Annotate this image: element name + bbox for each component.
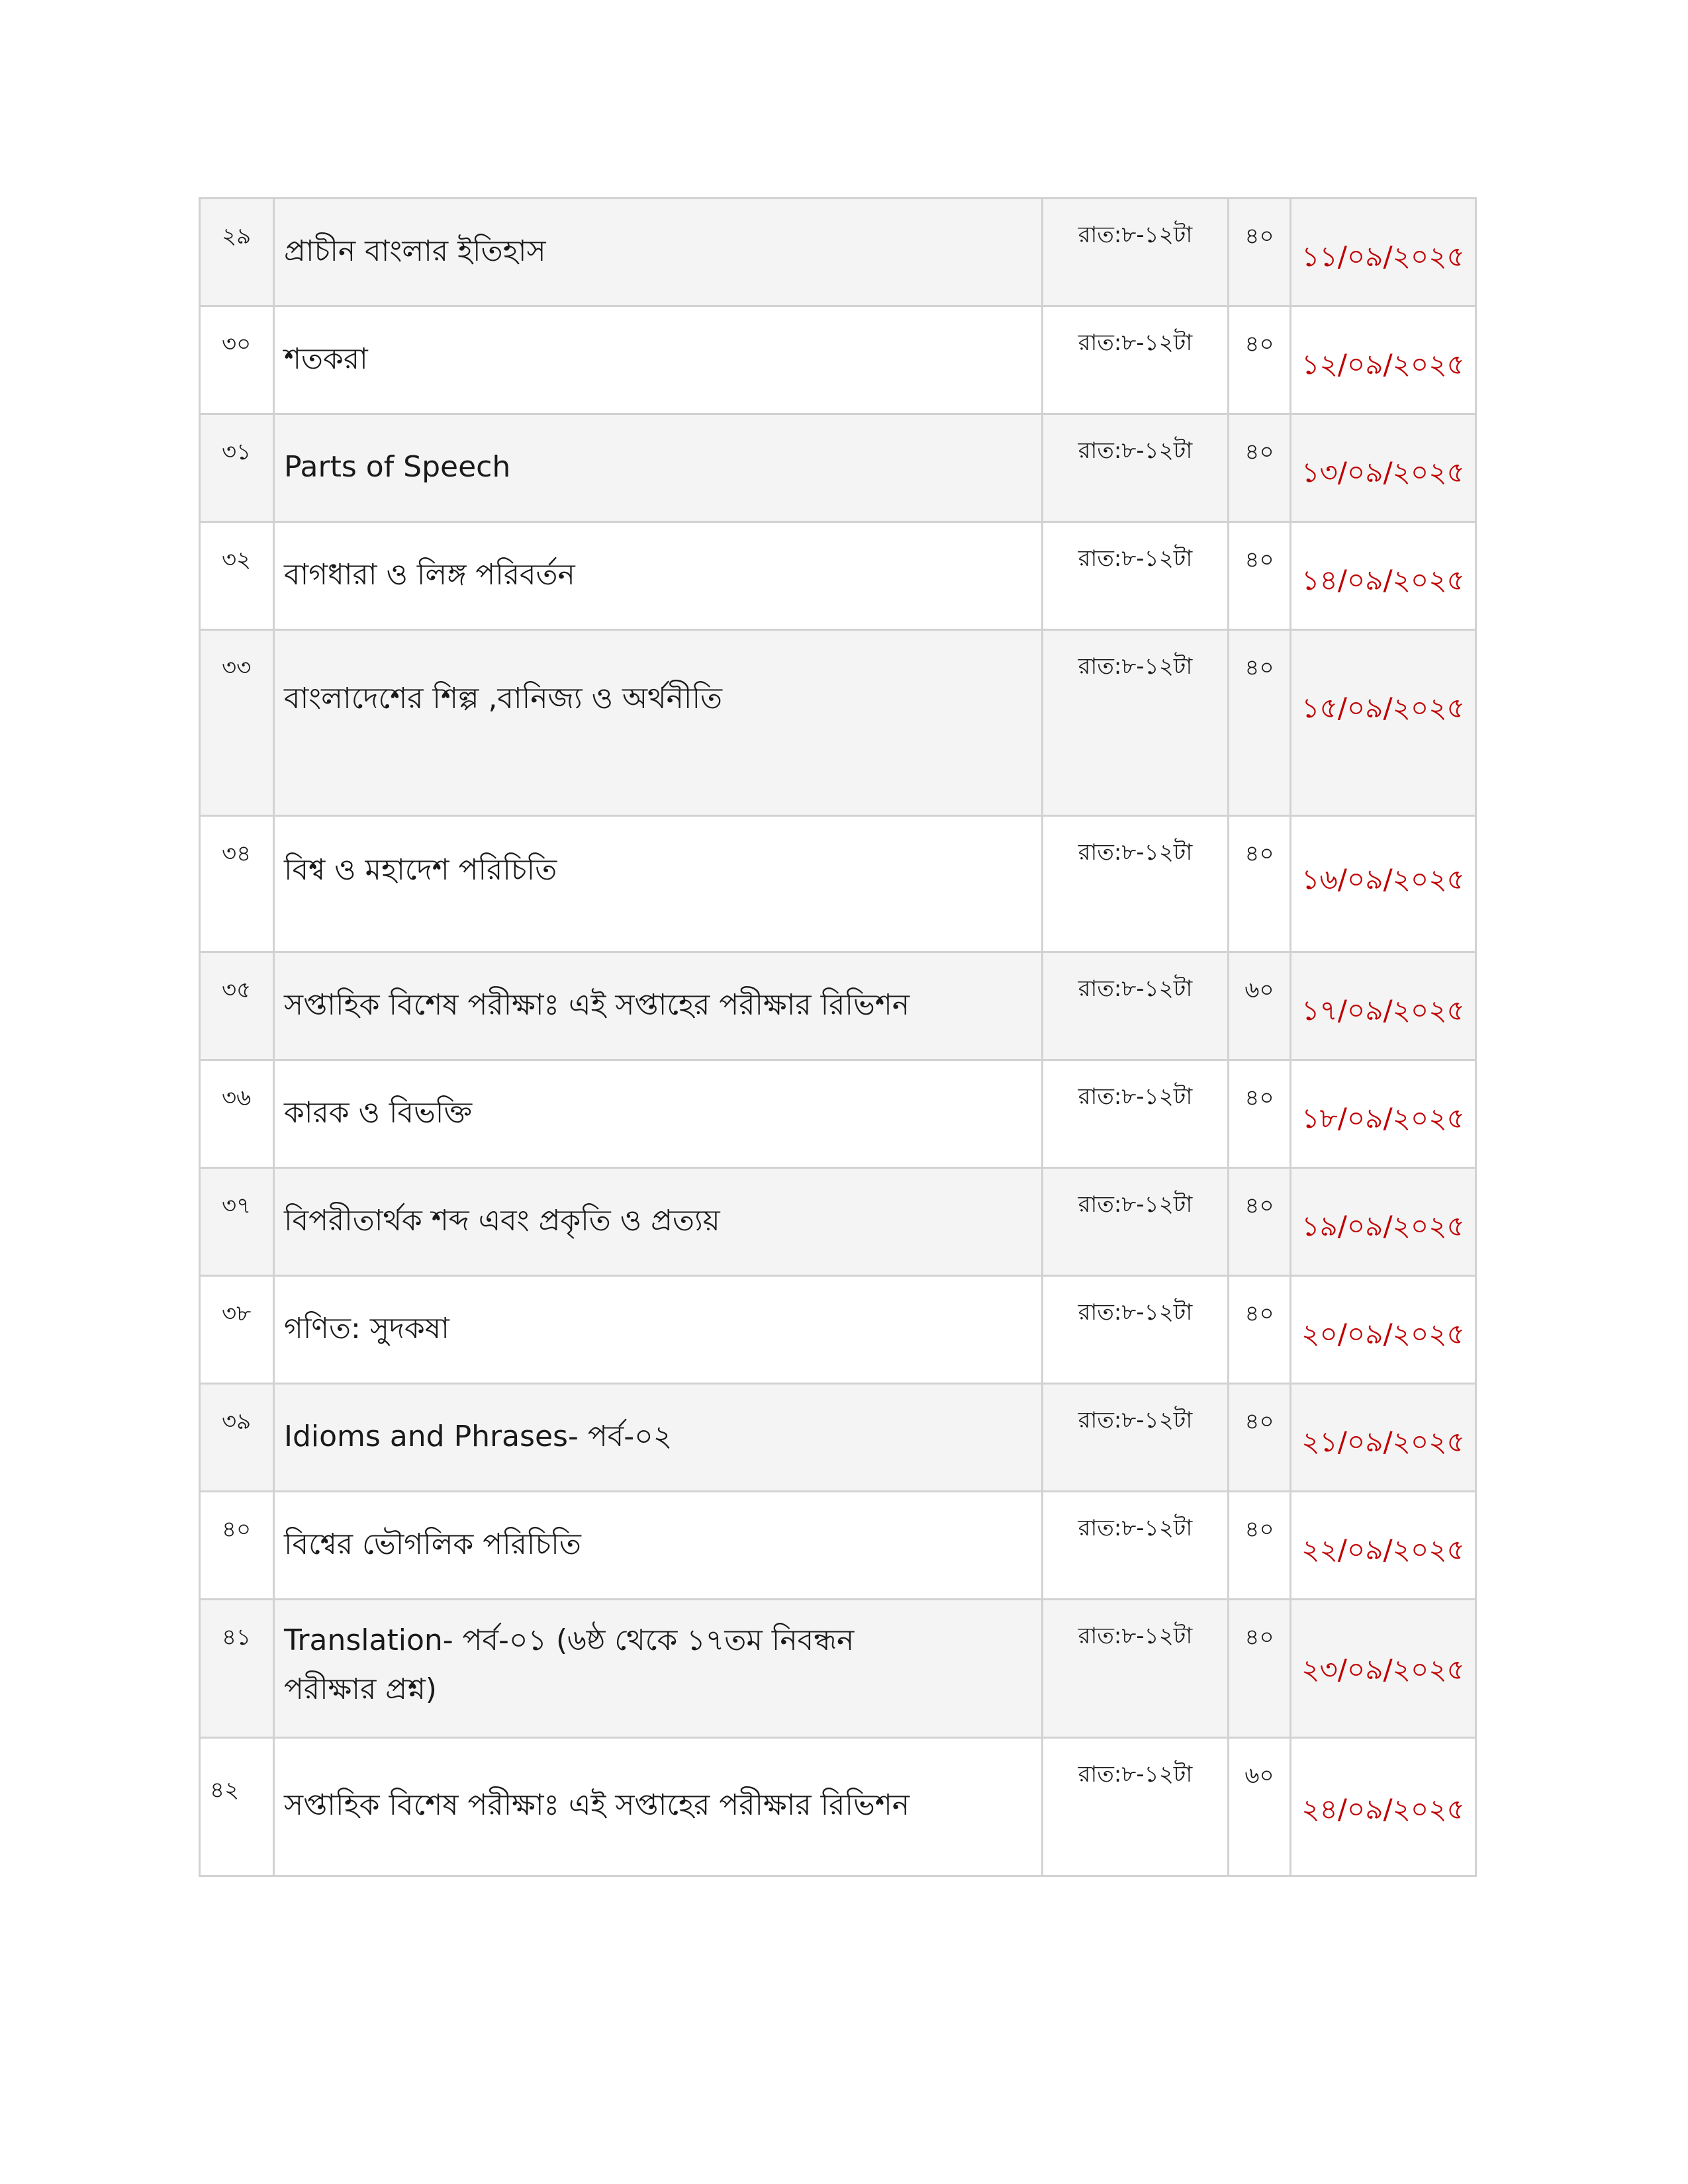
- table-row: [200, 1060, 1476, 1168]
- exam-marks: ৪০: [1244, 439, 1274, 465]
- serial-number: ২৯: [222, 223, 252, 250]
- exam-time: রাত:৮-১২টা: [1078, 1191, 1193, 1218]
- exam-time: রাত:৮-১২টা: [1078, 1407, 1193, 1433]
- exam-marks: ৪০: [1244, 655, 1274, 681]
- exam-time: রাত:৮-১২টা: [1078, 976, 1193, 1002]
- table-row: [200, 1492, 1476, 1600]
- exam-date: ২৩/০৯/২০২৫: [1301, 1653, 1465, 1686]
- table-row: [200, 1168, 1476, 1276]
- exam-date: ২১/০৯/২০২৫: [1301, 1426, 1465, 1458]
- exam-topic: শতকরা: [284, 342, 368, 376]
- exam-time: রাত:৮-১২টা: [1078, 1623, 1193, 1649]
- exam-time: রাত:৮-১২টা: [1078, 653, 1193, 680]
- exam-topic: Translation- পর্ব-০১ (৬ষ্ঠ থেকে ১৭তম নিবন্ধন পরীক্ষার প্রশ্ন): [284, 1623, 855, 1706]
- exam-topic: বাংলাদেশের শিল্প ,বানিজ্য ও অর্থনীতি: [284, 682, 723, 715]
- exam-marks: ৪০: [1244, 1193, 1274, 1219]
- exam-topic: বিশ্ব ও মহাদেশ পরিচিতি: [284, 853, 557, 887]
- exam-date: ১৫/০৯/২০২৫: [1301, 692, 1465, 724]
- exam-marks: ৬০: [1244, 977, 1274, 1003]
- exam-date: ১৩/০৯/২০২৫: [1301, 456, 1465, 488]
- exam-time: রাত:৮-১২টা: [1078, 1761, 1193, 1788]
- exam-date: ২৪/০৯/২০২৫: [1301, 1793, 1465, 1825]
- table-row: [200, 522, 1476, 630]
- table-row: [200, 414, 1476, 522]
- exam-marks: ৪০: [1244, 1408, 1274, 1435]
- exam-topic: গণিত: সুদকষা: [284, 1312, 449, 1345]
- exam-marks: ৪০: [1244, 841, 1274, 867]
- table-row: [200, 630, 1476, 816]
- exam-marks: ৬০: [1244, 1762, 1274, 1789]
- table-row: [200, 1600, 1476, 1738]
- exam-date: ১৭/০৯/২০২৫: [1301, 994, 1465, 1026]
- exam-marks: ৪০: [1244, 547, 1274, 573]
- exam-date: ১৪/০৯/২০২৫: [1301, 564, 1465, 596]
- table-row: [200, 816, 1476, 952]
- serial-number: ৪০: [222, 1516, 252, 1543]
- serial-number: ৩৩: [222, 655, 252, 681]
- exam-date: ২২/০৯/২০২৫: [1301, 1533, 1465, 1566]
- serial-number: ৪২: [210, 1777, 240, 1803]
- serial-number: ৩৪: [222, 841, 252, 867]
- exam-topic: Parts of Speech: [284, 450, 511, 484]
- table-row: [200, 952, 1476, 1060]
- exam-topic: Idioms and Phrases- পর্ব-০২: [284, 1420, 673, 1453]
- exam-topic: সপ্তাহিক বিশেষ পরীক্ষাঃ এই সপ্তাহের পরীক্ষার রিভিশন: [284, 1788, 910, 1822]
- exam-time: রাত:৮-১২টা: [1078, 1299, 1193, 1326]
- exam-date: ১৬/০৯/২০২৫: [1301, 863, 1465, 895]
- exam-time: রাত:৮-১২টা: [1078, 222, 1193, 248]
- exam-topic: বিপরীতার্থক শব্দ এবং প্রকৃতি ও প্রত্যয়: [284, 1204, 720, 1238]
- exam-marks: ৪০: [1244, 223, 1274, 250]
- table-row: [200, 1384, 1476, 1492]
- exam-schedule-table: [199, 197, 1477, 1877]
- serial-number: ৩১: [222, 439, 252, 465]
- table-row: [200, 306, 1476, 414]
- exam-topic: কারক ও বিভক্তি: [284, 1096, 473, 1130]
- table-row: [200, 1738, 1476, 1876]
- exam-time: রাত:৮-১২টা: [1078, 839, 1193, 866]
- serial-number: ৩৭: [222, 1193, 252, 1219]
- serial-number: ৩৯: [222, 1408, 252, 1435]
- exam-time: রাত:৮-১২টা: [1078, 437, 1193, 464]
- exam-time: রাত:৮-১২টা: [1078, 1515, 1193, 1541]
- exam-topic: বিশ্বের ভৌগলিক পরিচিতি: [284, 1527, 581, 1561]
- exam-marks: ৪০: [1244, 1624, 1274, 1651]
- exam-marks: ৪০: [1244, 331, 1274, 357]
- exam-marks: ৪০: [1244, 1516, 1274, 1543]
- exam-marks: ৪০: [1244, 1085, 1274, 1111]
- serial-number: ৩৬: [222, 1085, 252, 1111]
- exam-date: ১৯/০৯/২০২৫: [1301, 1210, 1465, 1242]
- exam-topic: সপ্তাহিক বিশেষ পরীক্ষাঃ এই সপ্তাহের পরীক্ষার রিভিশন: [284, 988, 910, 1022]
- serial-number: ৩৮: [222, 1300, 252, 1327]
- exam-time: রাত:৮-১২টা: [1078, 545, 1193, 572]
- exam-marks: ৪০: [1244, 1300, 1274, 1327]
- exam-time: রাত:৮-১২টা: [1078, 330, 1193, 356]
- exam-topic: বাগধারা ও লিঙ্গ পরিবর্তন: [284, 558, 575, 592]
- table-row: [200, 199, 1476, 306]
- exam-topic: প্রাচীন বাংলার ইতিহাস: [284, 234, 546, 268]
- exam-date: ২০/০৯/২০২৫: [1301, 1318, 1465, 1350]
- table-row: [200, 1276, 1476, 1384]
- serial-number: ৩০: [222, 331, 252, 357]
- exam-date: ১২/০৯/২০২৫: [1301, 348, 1465, 381]
- exam-date: ১৮/০৯/২০২৫: [1301, 1102, 1465, 1134]
- serial-number: ৩৫: [222, 977, 252, 1003]
- exam-time: রাত:৮-১২টা: [1078, 1083, 1193, 1110]
- serial-number: ৩২: [222, 547, 252, 573]
- serial-number: ৪১: [222, 1624, 252, 1651]
- exam-date: ১১/০৯/২০২৫: [1301, 240, 1465, 273]
